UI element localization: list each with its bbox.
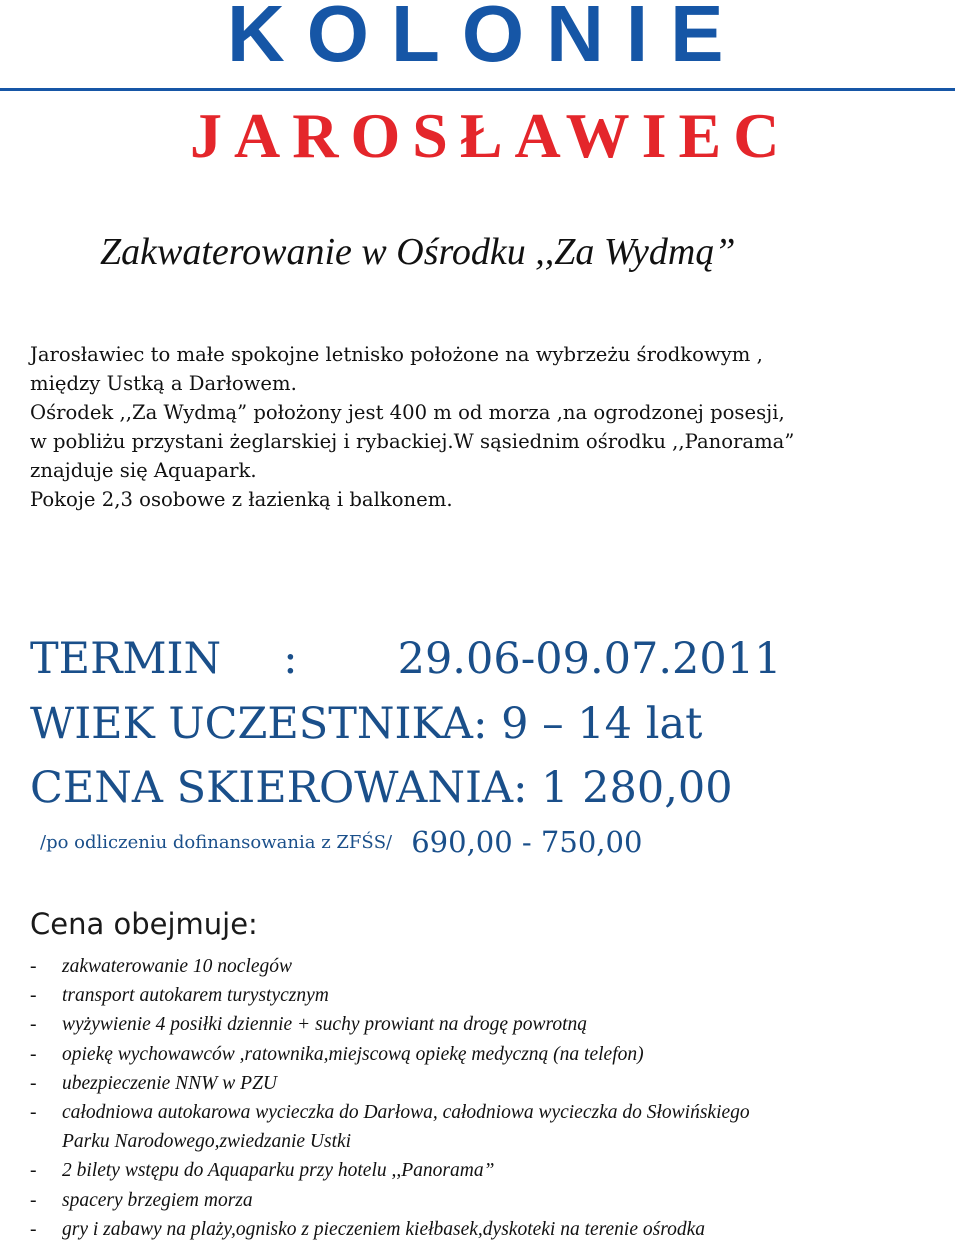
- bullet-dash: -: [30, 1160, 37, 1182]
- bullet-dash: -: [30, 1043, 37, 1065]
- list-item: [30, 952, 940, 981]
- accommodation-subtitle: Zakwaterowanie w Ośrodku ,,Za Wydmą”: [100, 231, 736, 273]
- list-item: [30, 1156, 940, 1185]
- title-divider: [0, 88, 955, 91]
- intro-line: Ośrodek ,,Za Wydmą” położony jest 400 m od morza ,na ogrodzonej posesji,: [30, 401, 785, 424]
- bullet-dash: -: [30, 956, 37, 977]
- list-item-text: 2 bilety wstępu do Aquaparku przy hotelu ,,Panorama”: [62, 1160, 495, 1182]
- bullet-dash: -: [30, 1014, 37, 1036]
- term-line: [30, 634, 782, 684]
- term-separator: :: [283, 634, 298, 684]
- term-label: TERMIN: [30, 634, 222, 684]
- list-item-text: gry i zabawy na plaży,ognisko z pieczeniem kiełbasek,dyskoteki na terenie ośrodka: [62, 1218, 705, 1240]
- place-title: JAROSŁAWIEC: [190, 100, 792, 171]
- intro-line: znajduje się Aquapark.: [30, 459, 257, 482]
- list-item: [30, 1040, 940, 1069]
- list-item: [30, 1010, 940, 1039]
- list-item-text: spacery brzegiem morza: [62, 1189, 253, 1211]
- list-item-text: ubezpieczenie NNW w PZU: [62, 1072, 278, 1094]
- subsidy-label: /po odliczeniu dofinansowania z ZFŚS/: [40, 831, 393, 853]
- list-item: [30, 1186, 940, 1215]
- list-item-text: zakwaterowanie 10 noclegów: [62, 956, 293, 977]
- intro-line: w pobliżu przystani żeglarskiej i rybackiej.W sąsiednim ośrodku ,,Panorama”: [30, 430, 795, 453]
- subsidy-note: [40, 825, 642, 859]
- intro-paragraph: [30, 340, 940, 514]
- list-item-text: całodniowa autokarowa wycieczka do Darłowa, całodniowa wycieczka do Słowińskiego: [62, 1102, 750, 1124]
- list-item-text: wyżywienie 4 posiłki dziennie + suchy prowiant na drogę powrotną: [62, 1014, 587, 1036]
- bullet-dash: -: [30, 1189, 37, 1211]
- price-line: CENA SKIEROWANIA: 1 280,00: [30, 763, 733, 813]
- intro-line: między Ustką a Darłowem.: [30, 372, 297, 395]
- list-item-text: transport autokarem turystycznym: [62, 985, 329, 1007]
- subsidy-prices: 690,00 - 750,00: [411, 825, 643, 859]
- includes-list: [30, 952, 940, 1244]
- list-item: [30, 1215, 940, 1244]
- list-item: [30, 981, 940, 1010]
- list-item-text: opiekę wychowawców ,ratownika,miejscową opiekę medyczną (na telefon): [62, 1043, 644, 1065]
- list-item: [30, 1098, 940, 1156]
- term-value: 29.06-09.07.2011: [397, 634, 782, 684]
- bullet-dash: -: [30, 985, 37, 1007]
- bullet-dash: -: [30, 1102, 37, 1124]
- intro-line: Jarosławiec to małe spokojne letnisko położone na wybrzeżu środkowym ,: [30, 343, 763, 366]
- bullet-dash: -: [30, 1072, 37, 1094]
- includes-heading: Cena obejmuje:: [30, 907, 258, 941]
- list-item-continuation: Parku Narodowego,zwiedzanie Ustki: [62, 1131, 352, 1153]
- bullet-dash: -: [30, 1218, 37, 1240]
- main-title: KOLONIE: [227, 0, 746, 78]
- age-line: WIEK UCZESTNIKA: 9 – 14 lat: [30, 699, 703, 749]
- list-item: [30, 1069, 940, 1098]
- intro-line: Pokoje 2,3 osobowe z łazienką i balkonem.: [30, 488, 453, 511]
